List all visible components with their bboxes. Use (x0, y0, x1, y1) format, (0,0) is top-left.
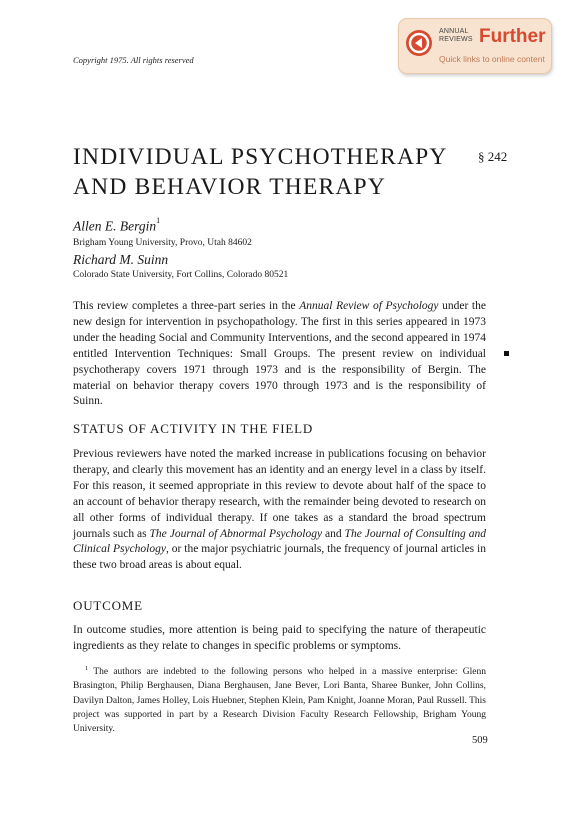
footnote-mark: 1 (156, 216, 161, 225)
article-title (73, 142, 448, 202)
further-word: Further (479, 26, 546, 47)
section-heading: STATUS OF ACTIVITY IN THE FIELD (73, 421, 314, 436)
footnote: $^1$ The authors are indebted to the following persons who helped in a massive enterprise: Glenn Brasington, Philip Berghausen, Diana Berghausen, Jane Bever, Lori Banta, Sharee Bunker, John Collins, Davilyn Dalton, James Holley, Lois Huebner, Stephen Klein, Pam Knight, Joanne Moran, Paul Russell. This project was supported in part by a Research Division Faculty Research Fellowship, Brigham Young University. (73, 665, 486, 735)
author-affiliation: Brigham Young University, Provo, Utah 84602 (73, 238, 252, 248)
author-affiliation: Colorado State University, Fort Collins, Colorado 80521 (73, 270, 289, 280)
brand-line1: ANNUAL (439, 28, 469, 35)
footnote-mark: 1 (85, 665, 89, 672)
further-subtitle[interactable]: Quick links to online content (439, 54, 545, 64)
outcome-paragraph: In outcome studies, more attention is being paid to specifying the nature of therapeutic ingredients as they relate to changes in specific problems or symptoms. (73, 624, 486, 652)
section-heading: OUTCOME (73, 598, 143, 613)
brand-line2: REVIEWS (439, 36, 473, 43)
title-line2: AND BEHAVIOR THERAPY (73, 174, 386, 200)
journal-title: The Journal of Abnormal Psychology (149, 527, 323, 540)
status-paragraph: Previous reviewers have noted the marked increase in publications focusing on behavior therapy, and clearly this movement has an identity and an energy level in a class by itself. For this reason, it seemed appropriate in this review to devote about half of the space to an account of behavior therapy research, with the remainder being devoted to research on all other forms of individual therapy. If one takes as a standard the broad spectrum journals such as The Journal of Abnormal Psychology and The Journal of Consulting and Clinical Psychology, or the major psychiatric journals, the frequency of journal articles in these two broad areas is about equal. (73, 448, 486, 572)
margin-marker (504, 351, 509, 356)
arrow-circle-icon (406, 30, 432, 56)
journal-title: The Journal of Consulting and Clinical Psychology (73, 527, 486, 556)
journal-title: Annual Review of Psychology (299, 300, 439, 312)
section-number: § 242 (478, 149, 508, 164)
author-name: Allen E. Bergin$^1$ (73, 216, 161, 234)
author-name: Richard M. Suinn (73, 252, 169, 267)
title-line1: INDIVIDUAL PSYCHOTHERAPY (73, 144, 448, 170)
intro-paragraph: This review completes a three-part series in the Annual Review of Psychology under the new design for intervention in psychopathology. The first in this series appeared in 1973 under the heading Social and Community Interventions, and the second appeared in 1974 entitled Intervention Techniques: Small Groups. The present review on individual psychotherapy covers 1971 through 1973 and is the responsibility of Bergin. The material on behavior therapy covers 1970 through 1973 and is the responsibility of Suinn. (73, 300, 486, 408)
copyright-notice: Copyright 1975. All rights reserved (73, 55, 194, 65)
page-number: 509 (472, 735, 488, 746)
annual-reviews-logo (439, 28, 473, 44)
further-badge[interactable] (398, 18, 552, 74)
